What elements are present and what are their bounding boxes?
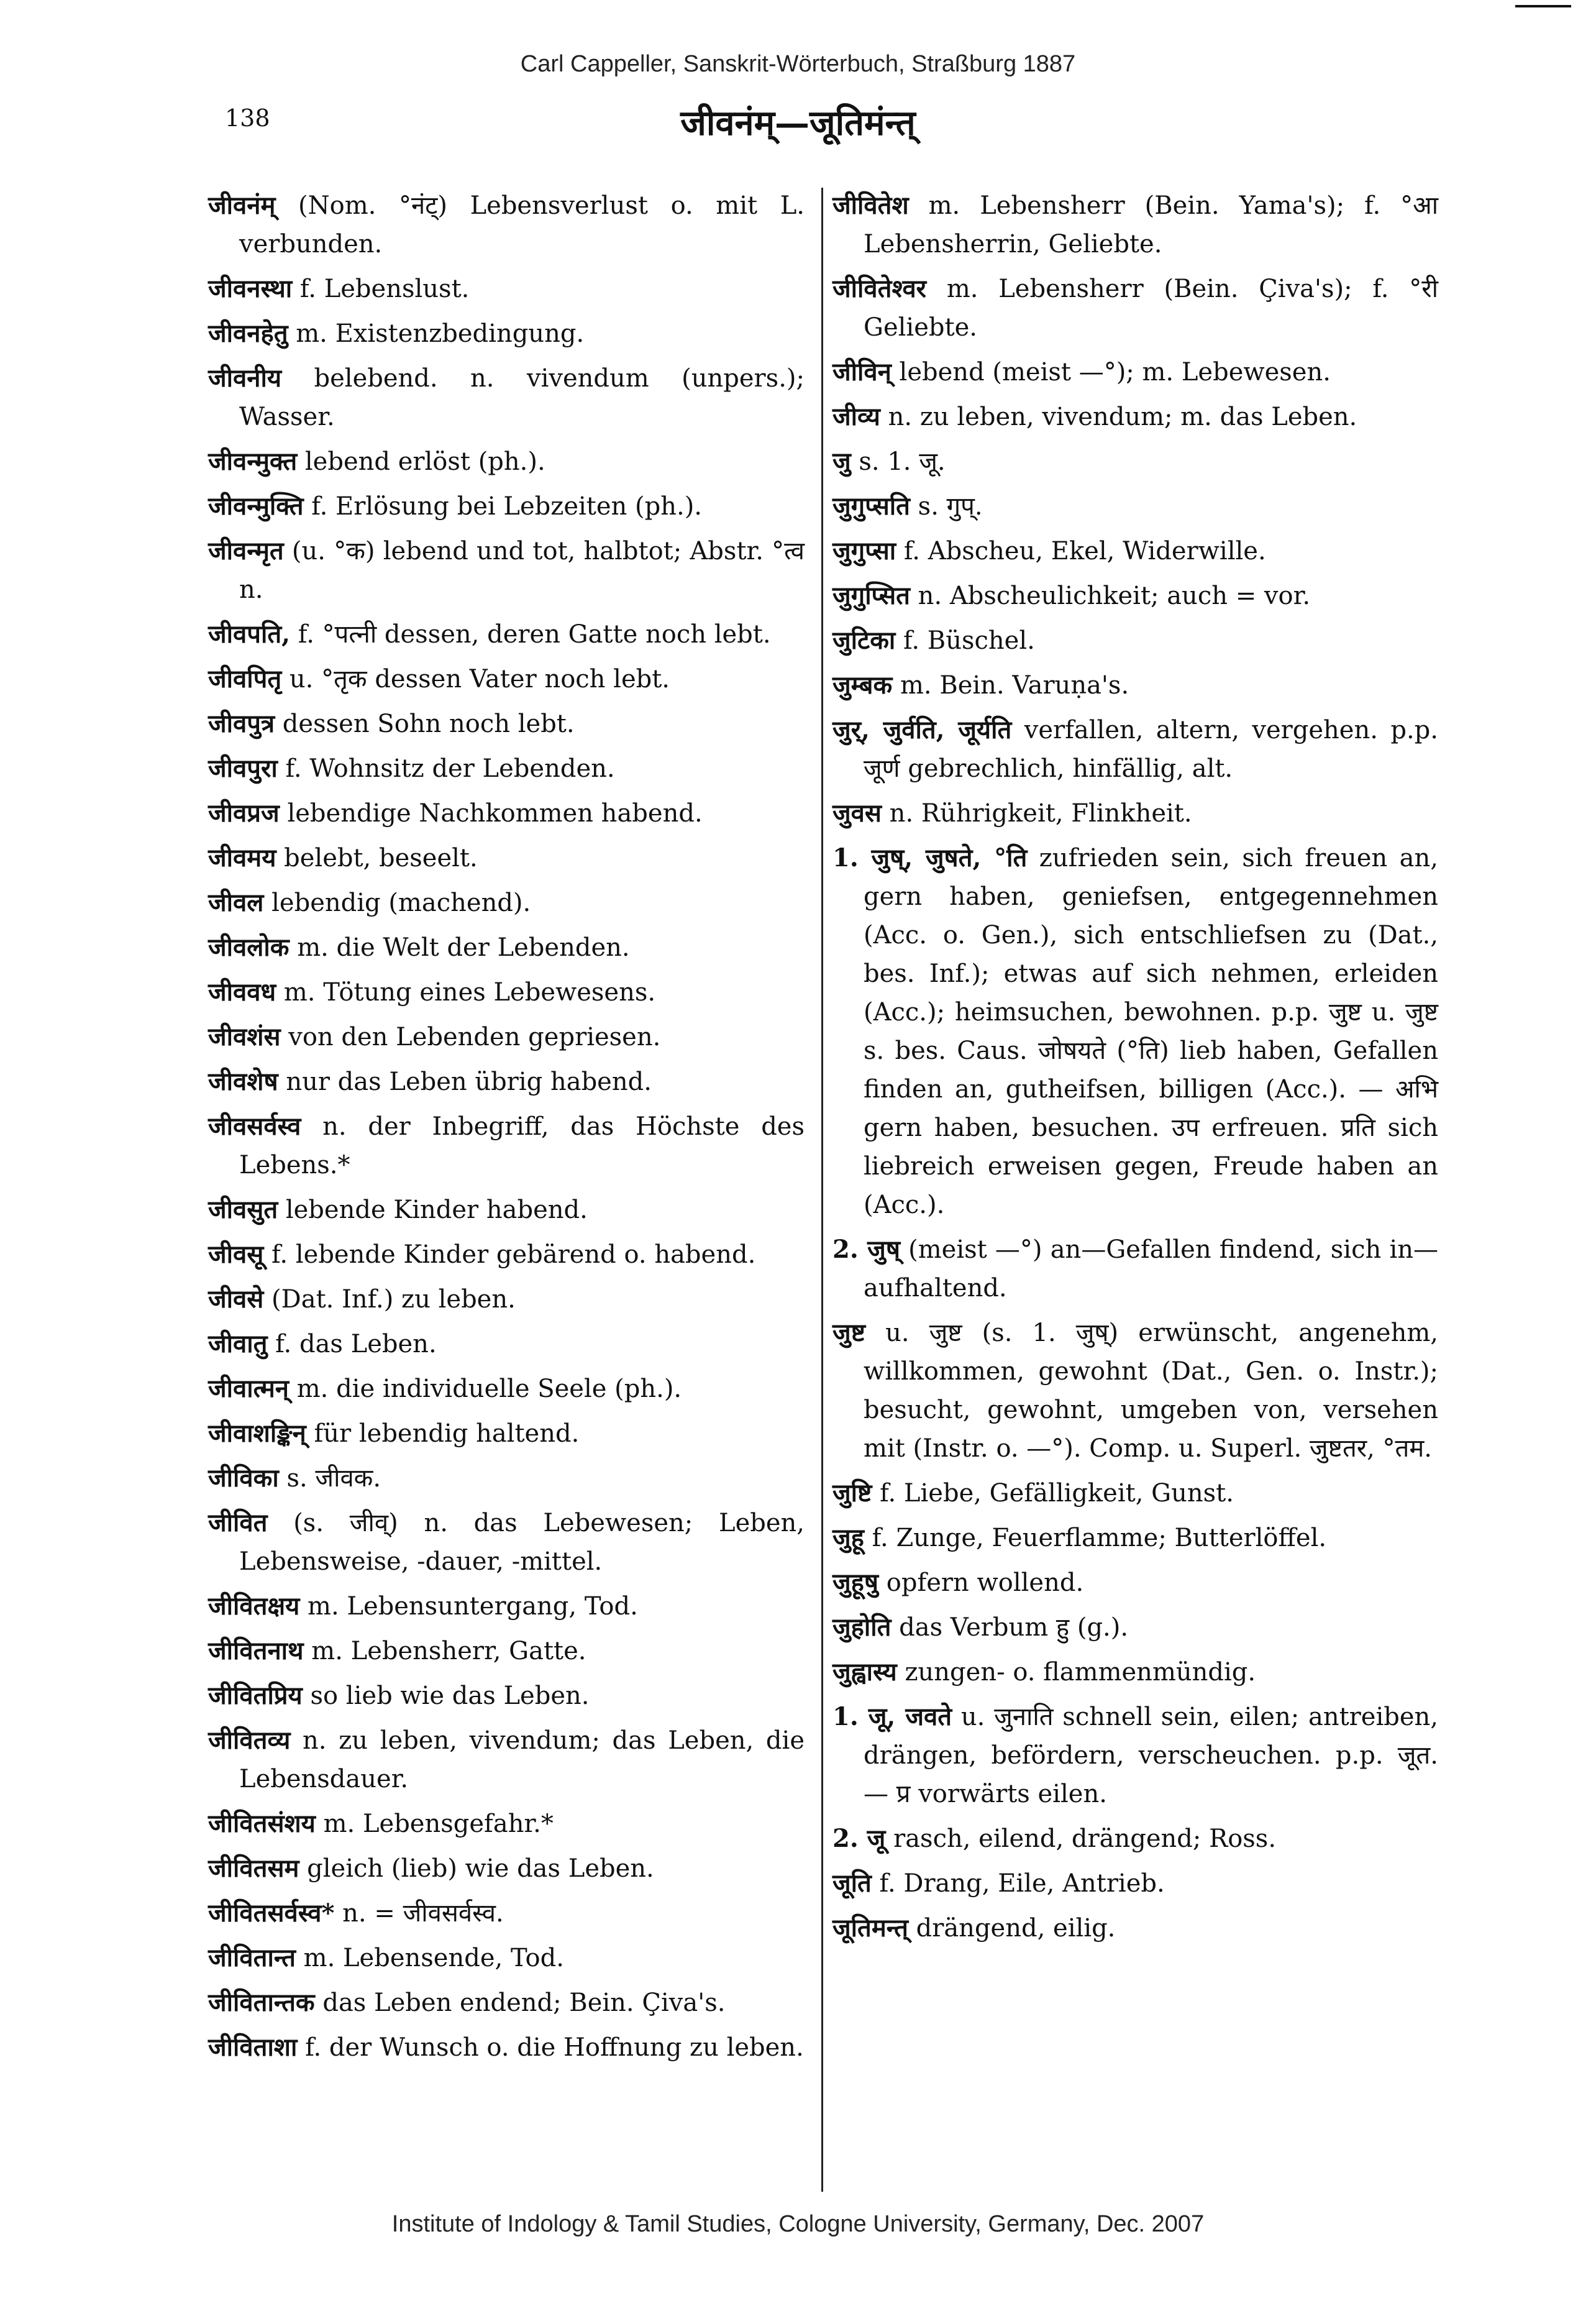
entry-definition: (Nom. °नंट्) Lebensverlust o. mit L. verbunden. <box>239 191 805 259</box>
entry-headword: जीवात्मन् <box>208 1374 289 1403</box>
dictionary-entry <box>208 794 805 833</box>
footer: Institute of Indology & Tamil Studies, Cologne University, Germany, Dec. 2007 <box>391 2211 1205 2237</box>
entry-definition: (Dat. Inf.) zu leben. <box>263 1285 516 1314</box>
running-head: जीवनंम्—जूतिमंन्त् <box>680 103 916 144</box>
entry-definition: für lebendig haltend. <box>306 1419 580 1448</box>
entry-definition: n. = जीवसर्वस्व. <box>334 1899 504 1928</box>
entry-definition: m. Existenzbedingung. <box>288 319 585 348</box>
dictionary-entry <box>832 353 1438 391</box>
entry-headword: जुह्वास्य <box>832 1657 897 1687</box>
entry-headword: जुष्टि <box>832 1478 872 1508</box>
dictionary-entry <box>208 705 805 743</box>
entry-definition: m. Lebensherr (Bein. Yama's); f. °आ Lebensherrin, Geliebte. <box>864 191 1438 259</box>
dictionary-entry <box>208 749 805 788</box>
entry-headword: जीवसर्वस्व <box>208 1112 301 1141</box>
entry-headword: जुगुप्सित <box>832 581 910 610</box>
entry-headword: जुहोति <box>832 1613 891 1642</box>
dictionary-entry <box>832 794 1438 833</box>
dictionary-entry <box>208 1280 805 1319</box>
entry-definition: zufrieden sein, sich freuen an, gern haben, geniefsen, entgegennehmen (Acc. o. Gen.), sich entschliefsen zu (Dat., bes. Inf.); etwas auf sich nehmen, erleiden (Acc.); heimsuchen, bewohnen. p.p. जुष्ट u. जुष्ट s. bes. Caus. जोषयते (°ति) lieb haben, Gefallen finden an, gutheifsen, billigen (Acc.). — अभि gern haben, besuchen. उप erfreuen. प्रति sich liebreich erweisen gegen, Freude haben an (Acc.). <box>864 844 1438 1219</box>
source-header: Carl Cappeller, Sanskrit-Wörterbuch, Straßburg 1887 <box>520 51 1076 77</box>
entry-headword: जीवनस्था <box>208 274 293 303</box>
entry-definition: f. Abscheu, Ekel, Widerwille. <box>896 537 1266 565</box>
page-number: 138 <box>225 104 270 132</box>
entry-headword: जुहू <box>832 1523 864 1552</box>
entry-definition: m. Tötung eines Lebewesens. <box>276 978 656 1007</box>
entry-definition: lebende Kinder habend. <box>278 1196 588 1224</box>
entry-definition: m. Lebensherr, Gatte. <box>303 1637 586 1665</box>
entry-headword: जीवसे <box>208 1284 264 1314</box>
entry-headword: जुम्बक <box>832 671 893 700</box>
dictionary-entry <box>832 487 1438 526</box>
dictionary-entry <box>208 1459 805 1498</box>
entry-headword: जीवपुरा <box>208 754 278 783</box>
entry-definition: (s. जीव्) n. das Lebewesen; Leben, Lebensweise, -dauer, -mittel. <box>239 1509 805 1576</box>
entry-headword: जीवनंम् <box>208 191 276 220</box>
dictionary-entry <box>208 359 805 436</box>
entry-headword: जूतिमन्त् <box>832 1913 908 1943</box>
entry-definition: m. Lebensuntergang, Tod. <box>299 1592 638 1621</box>
entry-headword: जीवन्मुक्ति <box>208 492 304 521</box>
entry-headword: जीवितसर्वस्व* <box>208 1898 335 1928</box>
entry-definition: m. die Welt der Lebenden. <box>289 933 630 962</box>
dictionary-entry <box>832 1653 1438 1692</box>
entry-headword: जीवप्रज <box>208 799 280 828</box>
entry-definition: m. die individuelle Seele (ph.). <box>289 1375 682 1403</box>
entry-definition: nur das Leben übrig habend. <box>278 1068 652 1096</box>
entry-headword: जीवितसंशय <box>208 1809 316 1838</box>
entry-headword: जीवितेश्वर <box>832 274 927 303</box>
dictionary-entry <box>208 1849 805 1888</box>
entry-headword: जीवपुत्र <box>208 709 275 738</box>
entry-definition: zungen- o. flammenmündig. <box>896 1658 1256 1687</box>
dictionary-entry <box>832 270 1438 347</box>
entry-headword: जीवनहेतु <box>208 319 288 348</box>
dictionary-entry <box>832 711 1438 788</box>
dictionary-entry <box>208 615 805 654</box>
entry-headword: जीविका <box>208 1463 279 1493</box>
entry-headword: जीवितान्तक <box>208 1988 315 2017</box>
entry-headword: 2. जुष् <box>832 1235 900 1264</box>
dictionary-entry <box>208 973 805 1012</box>
entry-headword: जुवस <box>832 799 882 828</box>
dictionary-entry <box>832 1519 1438 1557</box>
dictionary-entry <box>832 1698 1438 1813</box>
dictionary-entry <box>832 1820 1438 1858</box>
entry-definition: f. Zunge, Feuerflamme; Butterlöffel. <box>864 1524 1327 1552</box>
dictionary-entry <box>832 1474 1438 1513</box>
entry-definition: (meist —°) an—Gefallen findend, sich in—aufhaltend. <box>864 1235 1438 1302</box>
entry-headword: जीवितसम <box>208 1854 299 1883</box>
dictionary-entry <box>208 1939 805 1977</box>
entry-definition: m. Lebensherr (Bein. Çiva's); f. °री Geliebte. <box>864 275 1438 342</box>
dictionary-entry <box>832 532 1438 570</box>
entry-definition: (u. °क) lebend und tot, halbtot; Abstr. °त्व n. <box>239 537 805 604</box>
entry-headword: जीवितप्रिय <box>208 1681 303 1710</box>
entry-definition: n. Rührigkeit, Flinkheit. <box>881 799 1192 828</box>
entry-headword: जीवाशङ्किन् <box>208 1419 306 1448</box>
dictionary-entry <box>208 1504 805 1581</box>
dictionary-entry <box>208 884 805 922</box>
dictionary-entry <box>208 928 805 967</box>
dictionary-entry <box>832 1864 1438 1903</box>
dictionary-entry <box>208 1587 805 1626</box>
entry-headword: जीवन्मृत <box>208 536 284 565</box>
entry-definition: opfern wollend. <box>878 1568 1084 1597</box>
entry-definition: f. das Leben. <box>267 1330 437 1358</box>
entry-headword: जुहूषु <box>832 1568 879 1597</box>
dictionary-entry <box>832 1563 1438 1602</box>
entry-headword: जुष्ट <box>832 1318 866 1347</box>
dictionary-entry <box>208 1805 805 1843</box>
entry-definition: verfallen, altern, vergehen. p.p. जूर्ण gebrechlich, hinfällig, alt. <box>864 716 1438 783</box>
entry-definition: f. Liebe, Gefälligkeit, Gunst. <box>872 1479 1234 1508</box>
entry-headword: जीवशेष <box>208 1067 278 1096</box>
entry-headword: जीवितक्षय <box>208 1591 300 1621</box>
entry-headword: जीवलोक <box>208 933 290 962</box>
entry-definition: das Leben endend; Bein. Çiva's. <box>314 1989 726 2017</box>
entry-definition: u. जुष्ट (s. 1. जुष्) erwünscht, angenehm, willkommen, gewohnt (Dat., Gen. o. Instr.); besucht, gewohnt, umgeben von, versehen mit (Instr. o. —°). Comp. u. Superl. जुष्टतर, °तम. <box>864 1319 1438 1463</box>
entry-definition: lebendige Nachkommen habend. <box>279 799 703 828</box>
dictionary-entry <box>208 660 805 698</box>
entry-definition: n. zu leben, vivendum; das Leben, die Lebensdauer. <box>239 1726 805 1793</box>
dictionary-entry <box>208 839 805 877</box>
entry-definition: f. Erlösung bei Lebzeiten (ph.). <box>303 492 703 521</box>
entry-headword: जीवन्मुक्त <box>208 447 298 476</box>
entry-definition: belebt, beseelt. <box>276 844 478 872</box>
dictionary-entry <box>832 442 1438 481</box>
entry-headword: जूति <box>832 1869 872 1898</box>
entry-definition: drängend, eilig. <box>908 1914 1116 1943</box>
dictionary-entry <box>208 1984 805 2022</box>
entry-headword: जीवितव्य <box>208 1726 291 1755</box>
dictionary-entry <box>208 1191 805 1229</box>
dictionary-entry <box>832 577 1438 615</box>
dictionary-entry <box>208 1063 805 1101</box>
entry-headword: जीवसुत <box>208 1195 278 1224</box>
entry-headword: जीवितनाथ <box>208 1636 304 1665</box>
dictionary-entry <box>832 666 1438 705</box>
entry-headword: जीवातु <box>208 1329 268 1358</box>
entry-headword: जीवशंस <box>208 1022 281 1051</box>
entry-headword: 1. जू, जवते <box>832 1702 952 1731</box>
dictionary-entry <box>832 186 1438 263</box>
dictionary-entry <box>208 532 805 609</box>
dictionary-entry <box>832 839 1438 1224</box>
dictionary-entry <box>208 186 805 263</box>
entry-headword: जीवपति, <box>208 620 291 649</box>
entry-definition: n. zu leben, vivendum; m. das Leben. <box>880 403 1357 431</box>
entry-definition: von den Lebenden gepriesen. <box>280 1023 661 1051</box>
entry-definition: f. Lebenslust. <box>292 275 470 303</box>
entry-definition: n. Abscheulichkeit; auch = vor. <box>910 582 1311 610</box>
entry-definition: f. Drang, Eile, Antrieb. <box>871 1869 1165 1898</box>
entry-definition: m. Lebensende, Tod. <box>295 1944 564 1972</box>
entry-definition: s. जीवक. <box>278 1464 381 1493</box>
entry-headword: जीवनीय <box>208 364 282 393</box>
entry-definition: u. °तृक dessen Vater noch lebt. <box>281 665 670 694</box>
entry-definition: rasch, eilend, drängend; Ross. <box>885 1824 1277 1853</box>
entry-headword: जीवित <box>208 1508 268 1537</box>
entry-definition: m. Bein. Varuṇa's. <box>892 671 1129 700</box>
dictionary-entry <box>208 1370 805 1408</box>
dictionary-entry <box>208 270 805 308</box>
dictionary-entry <box>208 1721 805 1798</box>
entry-definition: lebend (meist —°); m. Lebewesen. <box>891 358 1331 387</box>
entry-definition: f. °पत्नी dessen, deren Gatte noch lebt. <box>290 620 771 649</box>
dictionary-entry <box>208 1018 805 1056</box>
entry-headword: जु <box>832 447 851 476</box>
entry-definition: u. जुनाति schnell sein, eilen; antreiben, drängen, befördern, verscheuchen. p.p. जूत. — प्र vorwärts eilen. <box>864 1703 1439 1808</box>
dictionary-entry <box>832 1314 1438 1468</box>
dictionary-entry <box>832 1608 1438 1647</box>
entry-definition: lebend erlöst (ph.). <box>297 447 545 476</box>
entry-headword: जीवितेश <box>832 191 909 220</box>
left-column <box>208 186 805 2073</box>
entry-definition: n. der Inbegriff, das Höchste des Lebens.* <box>239 1112 805 1179</box>
entry-headword: जीवसू <box>208 1240 264 1269</box>
dictionary-entry <box>208 442 805 481</box>
dictionary-entry <box>832 621 1438 660</box>
dictionary-entry <box>208 1107 805 1184</box>
entry-definition: lebendig (machend). <box>263 889 531 917</box>
entry-definition: s. गुप्. <box>910 492 983 521</box>
entry-headword: जीविताशा <box>208 2033 298 2062</box>
entry-definition: belebend. n. vivendum (unpers.); Wasser. <box>239 364 805 431</box>
entry-definition: f. lebende Kinder gebärend o. habend. <box>263 1240 756 1269</box>
dictionary-entry <box>208 487 805 526</box>
entry-definition: gleich (lieb) wie das Leben. <box>299 1854 654 1883</box>
entry-headword: जीव्य <box>832 402 880 431</box>
entry-headword: जुगुप्सति <box>832 492 910 521</box>
dictionary-entry <box>208 1632 805 1670</box>
entry-definition: f. Wohnsitz der Lebenden. <box>277 754 615 783</box>
entry-headword: जुटिका <box>832 626 896 655</box>
dictionary-entry <box>208 1894 805 1933</box>
column-divider <box>821 188 823 2192</box>
dictionary-entry <box>208 1325 805 1363</box>
entry-definition: dessen Sohn noch lebt. <box>275 710 575 738</box>
dictionary-entry <box>208 314 805 353</box>
entry-headword: जीवपितृ <box>208 664 282 694</box>
dictionary-entry <box>832 398 1438 436</box>
entry-headword: जीववध <box>208 977 276 1007</box>
dictionary-entry <box>208 1414 805 1453</box>
dictionary-entry <box>208 1235 805 1274</box>
entry-headword: 1. जुष्, जुषते, °ति <box>832 843 1028 872</box>
dictionary-entry <box>208 1677 805 1715</box>
entry-definition: das Verbum हु (g.). <box>891 1613 1129 1642</box>
dictionary-entry <box>208 2028 805 2067</box>
entry-headword: जीवितान्त <box>208 1943 296 1972</box>
entry-definition: f. der Wunsch o. die Hoffnung zu leben. <box>297 2033 804 2062</box>
entry-definition: m. Lebensgefahr.* <box>315 1810 554 1838</box>
entry-definition: s. 1. जू. <box>850 447 946 476</box>
dictionary-entry <box>832 1230 1438 1307</box>
entry-definition: so lieb wie das Leben. <box>302 1682 590 1710</box>
dictionary-entry <box>832 1909 1438 1948</box>
entry-headword: जीवमय <box>208 843 276 872</box>
corner-mark <box>1515 5 1571 7</box>
entry-headword: जीवल <box>208 888 264 917</box>
entry-headword: जीविन् <box>832 357 891 387</box>
entry-headword: जुगुप्सा <box>832 536 896 565</box>
entry-definition: f. Büschel. <box>895 626 1035 655</box>
entry-headword: 2. जू <box>832 1824 886 1853</box>
right-column <box>832 186 1438 1954</box>
entry-headword: जुर्, जुर्वति, जूर्यति <box>832 715 1012 744</box>
